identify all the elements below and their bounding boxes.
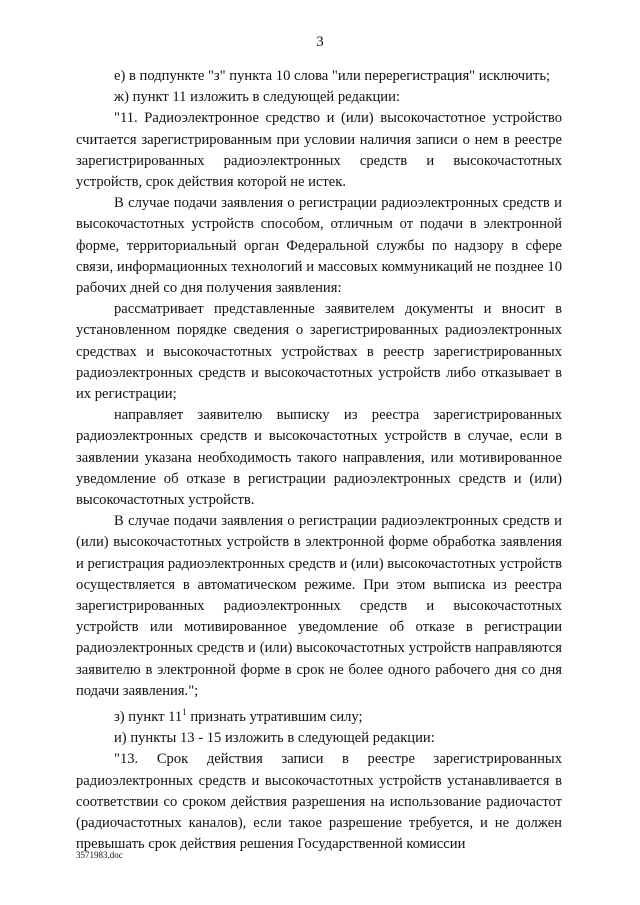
- paragraph-sends-extract: направляет заявителю выписку из реестра зарегистрированных радиоэлектронных средств и высокочастотных устройств в случае, если в заявлении указана необходимость такого направления, или мотивированное уведомление об отказе в регистрации радиоэлектронных средств и (или) высокочастотных устройств.: [76, 407, 562, 509]
- paragraph-z-superscript: 1: [182, 707, 187, 718]
- paragraph-point-11: "11. Радиоэлектронное средство и (или) высокочастотное устройство считается зарегистрированным при условии наличия записи о нем в реестре зарегистрированных радиоэлектронных средств и высокочастотных устройств, срок действия которой не истек.: [76, 110, 562, 191]
- paragraph-z: [76, 702, 562, 728]
- document-body: [76, 66, 562, 855]
- page-number: 3: [316, 34, 324, 50]
- paragraph-point-13: "13. Срок действия записи в реестре зарегистрированных радиоэлектронных средств и высокочастотных устройств устанавливается в соответствии со сроком действия разрешения на использование радиочастот (радиочастотных каналов), если такое разрешение требуется, и не должен превышать срок действия решения Государственной комиссии: [76, 751, 562, 853]
- paragraph-z-after: признать утратившим силу;: [186, 708, 363, 725]
- paragraph-e: е) в подпункте "з" пункта 10 слова "или перерегистрация" исключить;: [114, 68, 551, 84]
- paragraph-i: и) пункты 13 - 15 изложить в следующей редакции:: [114, 730, 435, 747]
- paragraph-reviews: рассматривает представленные заявителем документы и вносит в установленном порядке сведения о зарегистрированных радиоэлектронных средствах и высокочастотных устройствах в реестр зарегистрированных радиоэлектронных средств и высокочастотных устройств либо отказывает в их регистрации;: [76, 301, 562, 403]
- paragraph-z-before: з) пункт 11: [114, 708, 183, 725]
- paragraph-paper-application: В случае подачи заявления о регистрации радиоэлектронных средств и высокочастотных устройств способом, отличным от подачи в электронной форме, территориальный орган Федеральной службы по надзору в сфере связи, информационных технологий и массовых коммуникаций не позднее 10 рабочих дней со дня получения заявления:: [76, 195, 562, 297]
- paragraph-zh: ж) пункт 11 изложить в следующей редакции:: [114, 89, 400, 106]
- footer-doc-code: 3571983.doc: [76, 850, 123, 860]
- paragraph-electronic-application: В случае подачи заявления о регистрации радиоэлектронных средств и (или) высокочастотных устройств в электронной форме обработка заявления и регистрация радиоэлектронных средств и (или) высокочастотных устройств осуществляется в автоматическом режиме. При этом выписка из реестра зарегистрированных радиоэлектронных средств и высокочастотных устройств или мотивированное уведомление об отказе в регистрации радиоэлектронных средств и (или) высокочастотных устройств направляются заявителю в электронной форме в срок не более одного рабочего дня со дня подачи заявления.";: [76, 513, 562, 699]
